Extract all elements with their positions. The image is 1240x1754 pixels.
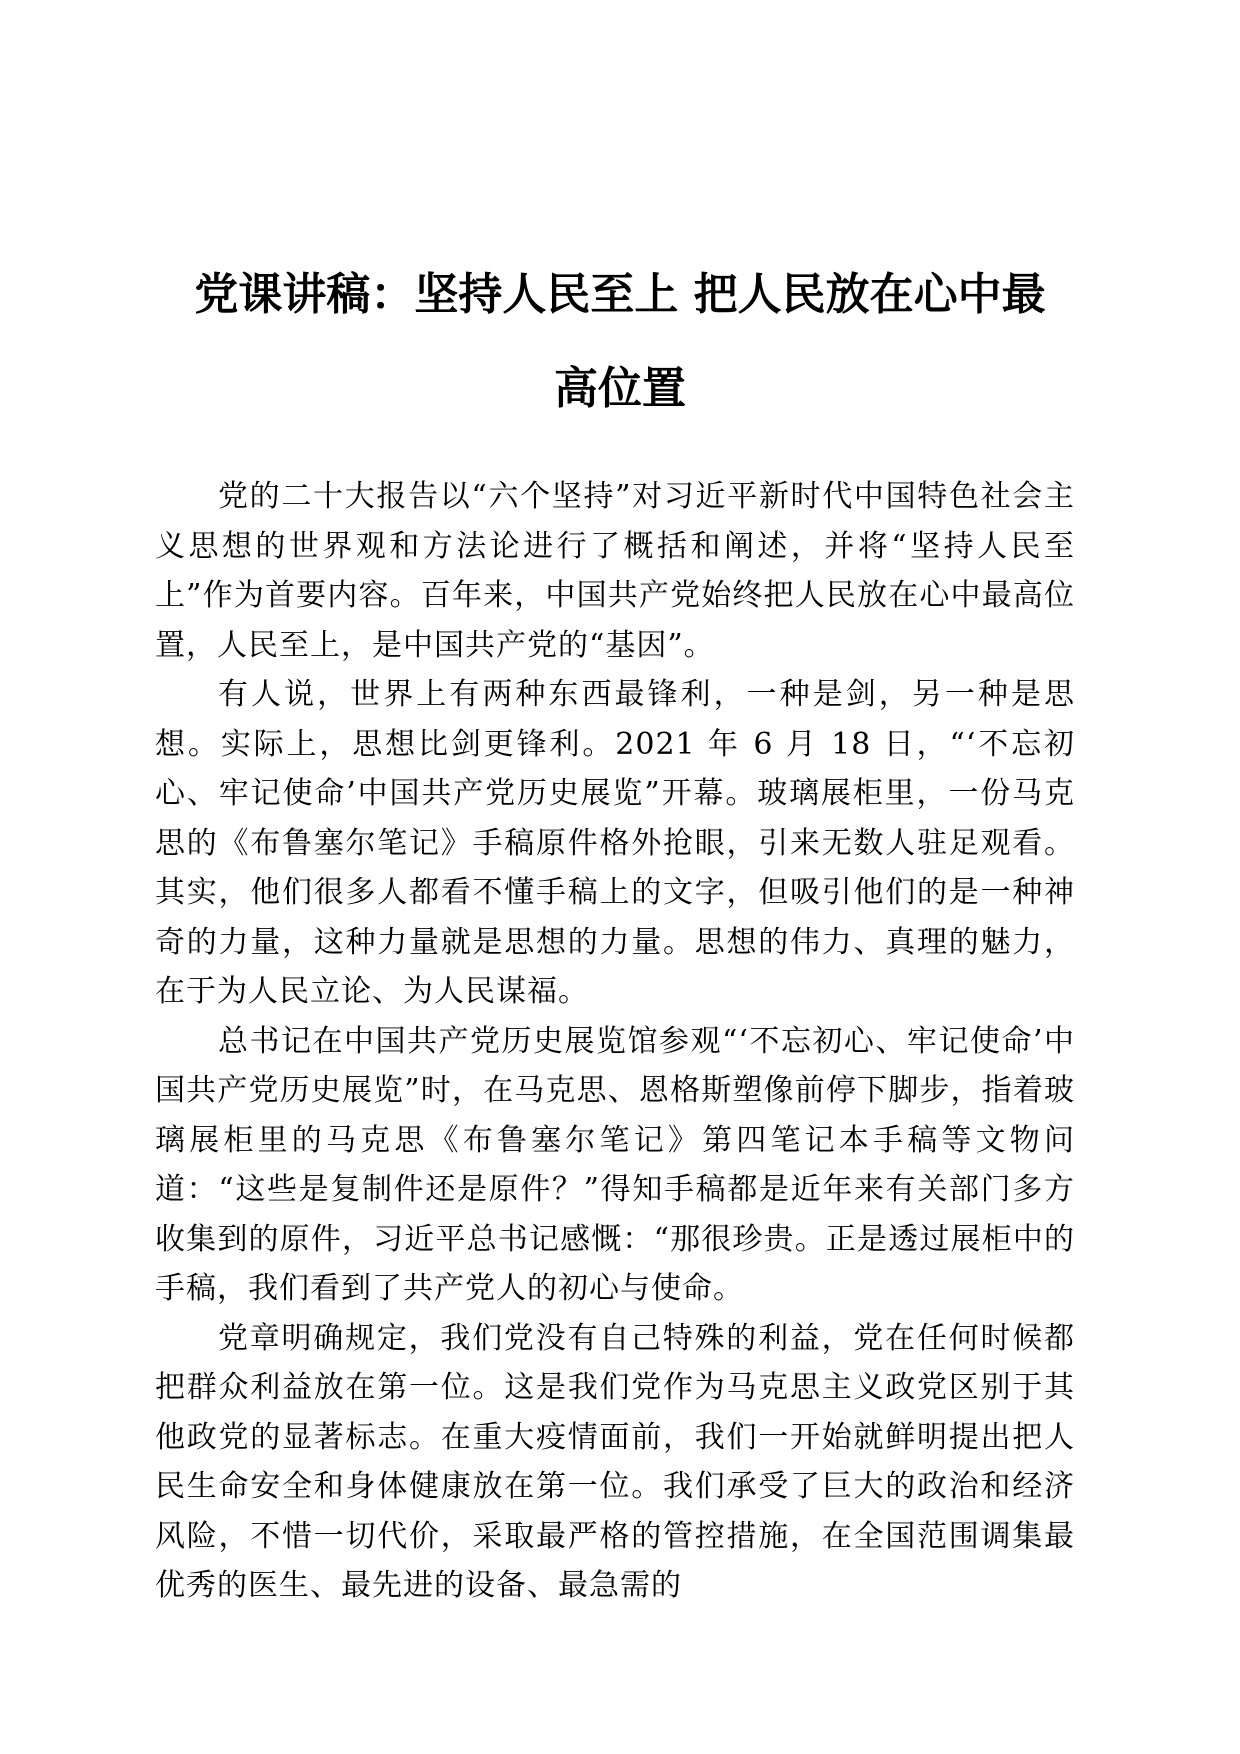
paragraph-3: 总书记在中国共产党历史展览馆参观“‘不忘初心、牢记使命’中国共产党历史展览”时，在马克思、恩格斯塑像前停下脚步，指着玻璃展柜里的马克思《布鲁塞尔笔记》第四笔记本手稿等文物问道：“这些是复制件还是原件？”得知手稿都是近年来有关部门多方收集到的原件，习近平总书记感慨：“那很珍贵。正是透过展柜中的手稿，我们看到了共产党人的初心与使命。 <box>155 1023 1075 1306</box>
document-body <box>155 472 1075 1611</box>
paragraph-4: 党章明确规定，我们党没有自己特殊的利益，党在任何时候都把群众利益放在第一位。这是我们党作为马克思主义政党区别于其他政党的显著标志。在重大疫情面前，我们一开始就鲜明提出把人民生命安全和身体健康放在第一位。我们承受了巨大的政治和经济风险，不惜一切代价，采取最严格的管控措施，在全国范围调集最优秀的医生、最先进的设备、最急需的 <box>155 1320 1075 1603</box>
document-title <box>155 248 1085 436</box>
paragraph-1: 党的二十大报告以“六个坚持”对习近平新时代中国特色社会主义思想的世界观和方法论进行了概括和阐述，并将“坚持人民至上”作为首要内容。百年来，中国共产党始终把人民放在心中最高位置，人民至上，是中国共产党的“基因”。 <box>155 479 1075 663</box>
title-line-2: 高位置 <box>554 363 686 414</box>
title-line-1: 党课讲稿：坚持人民至上 把人民放在心中最 <box>194 269 1046 320</box>
paragraph-2: 有人说，世界上有两种东西最锋利，一种是剑，另一种是思想。实际上，思想比剑更锋利。2021 年 6 月 18 日，“‘不忘初心、牢记使命’中国共产党历史展览”开幕。玻璃展柜里，一份马克思的《布鲁塞尔笔记》手稿原件格外抢眼，引来无数人驻足观看。其实，他们很多人都看不懂手稿上的文字，但吸引他们的是一种神奇的力量，这种力量就是思想的力量。思想的伟力、真理的魅力，在于为人民立论、为人民谋福。 <box>155 677 1075 1009</box>
